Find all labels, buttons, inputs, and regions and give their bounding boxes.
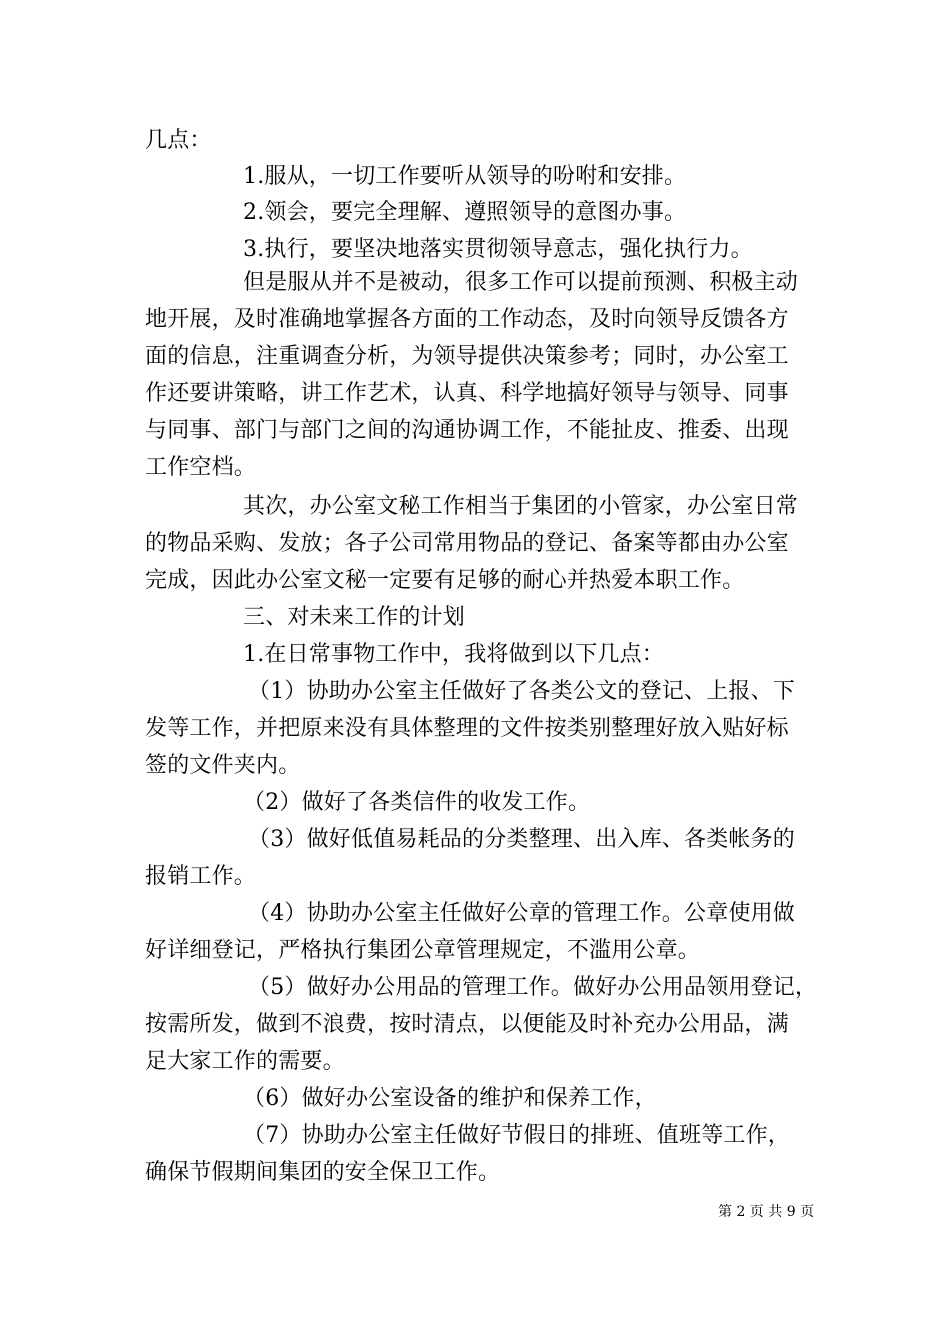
text-line: 工作空档。 (145, 455, 257, 480)
text-line: 按需所发，做到不浪费，按时清点，以便能及时补充办公用品，满 (145, 1012, 789, 1037)
text-line: 2.领会，要完全理解、遵照领导的意图办事。 (243, 200, 687, 225)
text-line: 但是服从并不是被动，很多工作可以提前预测、积极主动 (243, 270, 799, 295)
text-line: 的物品采购、发放；各子公司常用物品的登记、备案等都由办公室 (145, 531, 789, 556)
text-line: 地开展，及时准确地掌握各方面的工作动态，及时向领导反馈各方 (145, 307, 789, 332)
text-line: 发等工作，并把原来没有具体整理的文件按类别整理好放入贴好标 (145, 716, 789, 741)
text-line: （4）协助办公室主任做好公章的管理工作。公章使用做 (248, 901, 795, 926)
text-line: 作还要讲策略，讲工作艺术，认真、科学地搞好领导与领导、同事 (145, 381, 789, 406)
text-line: 好详细登记，严格执行集团公章管理规定，不滥用公章。 (145, 938, 701, 963)
text-line: 与同事、部门与部门之间的沟通协调工作，不能扯皮、推委、出现 (145, 418, 789, 443)
text-line: 面的信息，注重调查分析，为领导提供决策参考；同时，办公室工 (145, 344, 789, 369)
text-line: （7）协助办公室主任做好节假日的排班、值班等工作， (243, 1123, 790, 1148)
text-line: （5）做好办公用品的管理工作。做好办公用品领用登记， (248, 975, 818, 1000)
text-line: 确保节假期间集团的安全保卫工作。 (145, 1160, 501, 1185)
text-line: 其次，办公室文秘工作相当于集团的小管家，办公室日常 (243, 494, 799, 519)
text-line: 足大家工作的需要。 (145, 1049, 345, 1074)
text-line: （1）协助办公室主任做好了各类公文的登记、上报、下 (248, 679, 795, 704)
text-line: 签的文件夹内。 (145, 753, 301, 778)
text-line: （3）做好低值易耗品的分类整理、出入库、各类帐务的 (248, 827, 795, 852)
text-line: （2）做好了各类信件的收发工作。 (243, 790, 591, 815)
text-line: 报销工作。 (145, 864, 257, 889)
text-line: 几点： (145, 128, 212, 153)
page-number: 第 2 页 共 9 页 (718, 1204, 815, 1220)
text-line: 3.执行，要坚决地落实贯彻领导意志，强化执行力。 (243, 237, 753, 262)
text-line: 1.在日常事物工作中，我将做到以下几点： (243, 642, 664, 667)
text-line: 完成，因此办公室文秘一定要有足够的耐心并热爱本职工作。 (145, 568, 745, 593)
text-line: （6）做好办公室设备的维护和保养工作， (243, 1086, 657, 1111)
section-heading: 三、对未来工作的计划 (243, 605, 466, 630)
text-line: 1.服从，一切工作要听从领导的吩咐和安排。 (243, 164, 687, 189)
